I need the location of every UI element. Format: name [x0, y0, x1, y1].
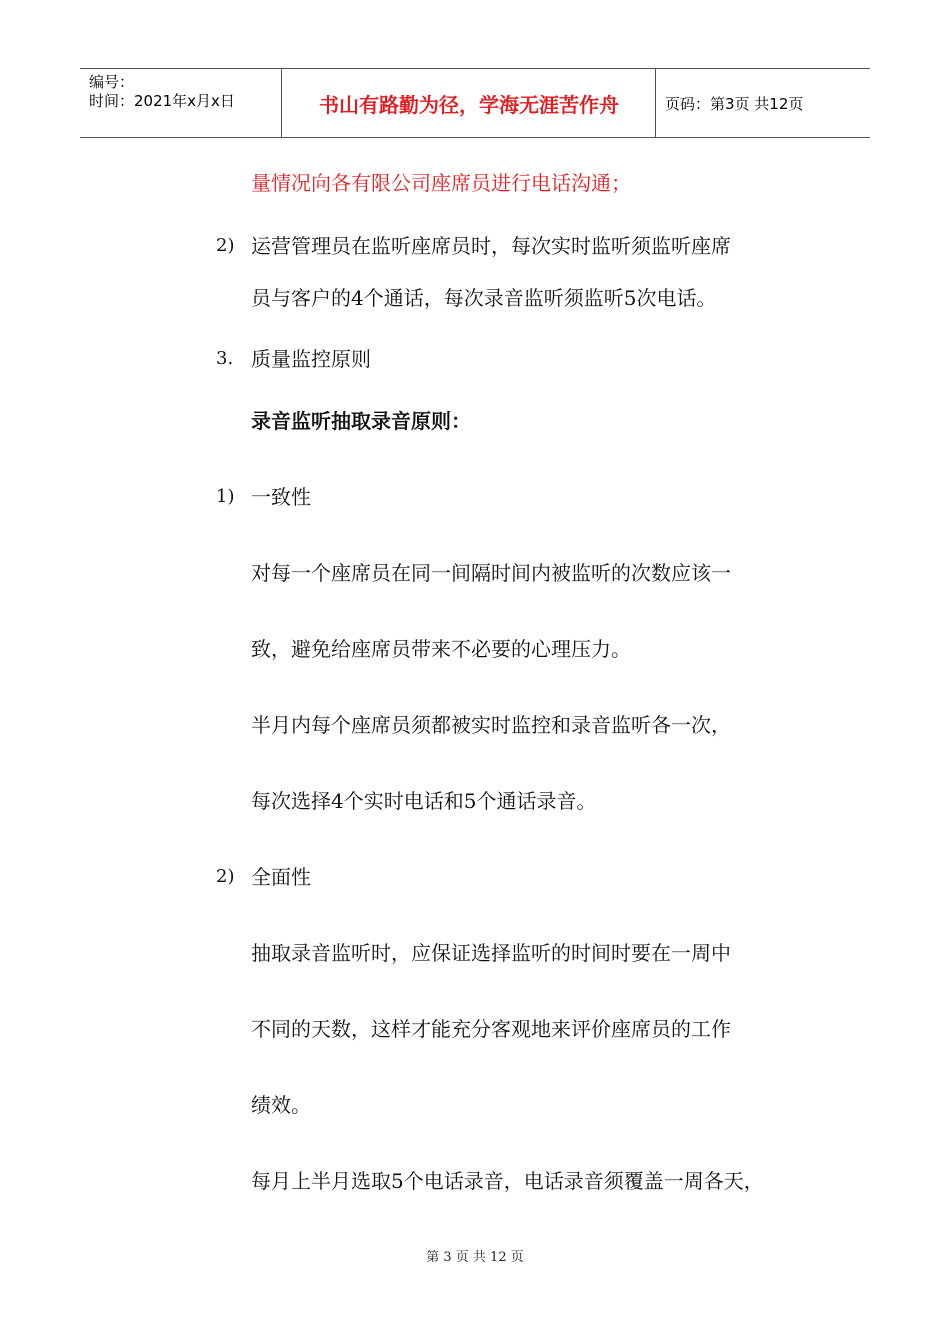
list-number: 3.	[216, 348, 234, 369]
paragraph-line: 员与客户的4个通话，每次录音监听须监听5次电话。	[251, 286, 717, 310]
paragraph-line: 绩效。	[251, 1093, 311, 1117]
serial-label: 编号：	[89, 73, 135, 91]
list-item-title: 一致性	[251, 485, 311, 509]
header-divider	[281, 69, 282, 137]
paragraph-line: 量情况向各有限公司座席员进行电话沟通；	[251, 171, 631, 195]
subsection-heading: 录音监听抽取录音原则：	[251, 409, 471, 433]
list-item-title: 全面性	[251, 865, 311, 889]
paragraph-line: 每次选择4个实时电话和5个通话录音。	[251, 789, 597, 813]
paragraph-line: 致，避免给座席员带来不必要的心理压力。	[251, 637, 631, 661]
header-motto: 书山有路勤为径，学海无涯苦作舟	[319, 92, 619, 117]
paragraph-line: 不同的天数，这样才能充分客观地来评价座席员的工作	[251, 1017, 731, 1041]
paragraph-line: 抽取录音监听时，应保证选择监听的时间时要在一周中	[251, 941, 731, 965]
section-heading: 质量监控原则	[251, 347, 371, 371]
page-footer: 第 3 页 共 12 页	[426, 1250, 524, 1265]
list-number: 2)	[216, 866, 235, 887]
paragraph-line: 运营管理员在监听座席员时，每次实时监听须监听座席	[251, 234, 731, 258]
time-label: 时间：2021年x月x日	[89, 92, 235, 110]
paragraph-line: 半月内每个座席员须都被实时监控和录音监听各一次，	[251, 713, 731, 737]
header-meta	[89, 73, 235, 111]
header-divider	[655, 69, 656, 137]
list-number: 2)	[216, 235, 235, 256]
header-page-info: 页码：第3页 共12页	[665, 94, 804, 113]
list-number: 1)	[216, 486, 235, 507]
paragraph-line: 对每一个座席员在同一间隔时间内被监听的次数应该一	[251, 561, 731, 585]
document-header	[80, 68, 870, 138]
paragraph-line: 每月上半月选取5个电话录音，电话录音须覆盖一周各天，	[251, 1169, 764, 1193]
